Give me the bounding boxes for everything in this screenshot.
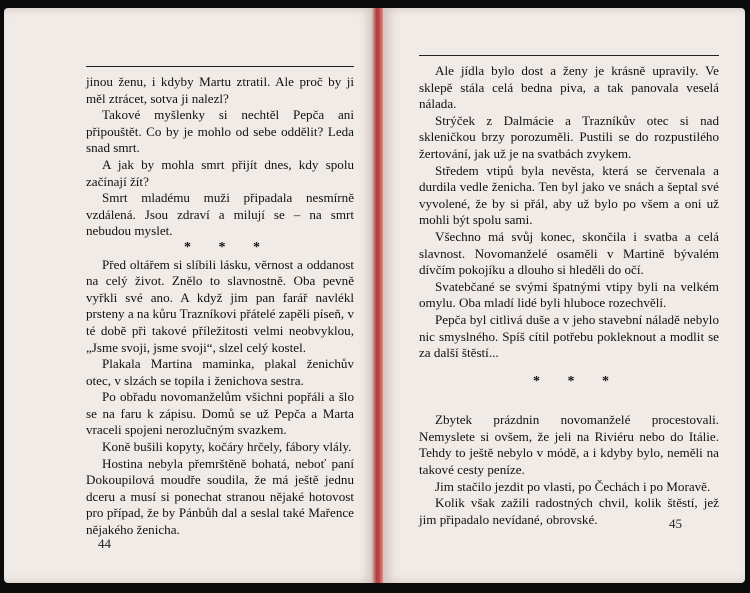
paragraph: Strýček z Dalmácie a Trazníkův otec si nad skleničkou brzy porozuměli. Pustili se do rozpustilého žertování, jak už je na svatbách zvykem. — [419, 112, 719, 161]
page-number: 45 — [669, 516, 682, 531]
paragraph: Po obřadu novomanželům všichni popřáli a šlo se na faru k zápisu. Domů se už Pepča a Marta vraceli spojeni nerozlučným svazkem. — [86, 389, 354, 438]
section-break: * * * — [533, 373, 621, 389]
paragraph: Ale jídla bylo dost a ženy je krásně upravily. Ve sklepě stála celá bedna piva, a tak panovala veselá nálada. — [419, 63, 719, 112]
paragraph: Kolik však zažili radostných chvil, kolik štěstí, jež jim připadalo nevídané, obrovské. — [419, 495, 719, 527]
header-rule — [419, 55, 719, 56]
paragraph: Svatebčané se svými špatnými vtipy byli na velkém omylu. Oba mladí lidé byli hluboce rozechvělí. — [419, 278, 719, 311]
paragraph: Před oltářem si slíbili lásku, věrnost a oddanost na celý život. Znělo to slavnostně. Oba pevně vyřkli své ano. A když jim pan farář navlékl prsteny a na kůru Trazníkovi přátelé zapěli píseň, v té době při takové příležitosti velmi neobvyklou, „Jsme svoji, jsme svoji“, slzel celý kostel. — [86, 256, 354, 355]
paragraph: Středem vtipů byla nevěsta, která se červenala a durdila vedle ženicha. Ten byl jako ve snách a šeptal své vyvolené, že by si přál, aby už bylo po všem a oni už mohli být spolu sami. — [419, 162, 719, 228]
paragraph: Jim stačilo jezdit po vlasti, po Čechách i po Moravě. — [435, 478, 711, 494]
paragraph: Takové myšlenky si nechtěl Pepča ani připouštět. Co by je mohlo od sebe oddělit? Leda snad smrt. — [86, 107, 354, 156]
paragraph: Všechno má svůj konec, skončila i svatba a celá slavnost. Novomanželé osaměli v Martině bývalém dívčím pokojíku a dlouho si hleděli do očí. — [419, 228, 719, 278]
right-page — [383, 8, 745, 583]
page-number: 44 — [98, 536, 111, 551]
section-break: * * * — [184, 239, 272, 255]
paragraph: Koně bušili kopyty, kočáry hrčely, fábory vlály. — [102, 439, 352, 455]
header-rule — [86, 66, 354, 67]
paragraph: Smrt mladému muži připadala nesmírně vzdálená. Jsou zdraví a milují se – na smrt nebudou myslet. — [86, 190, 354, 239]
right-page-text — [419, 63, 719, 528]
paragraph: Hostina nebyla přemrštěně bohatá, neboť paní Dokoupilová moudře soudila, že má ještě jednu dceru a musí si ponechat stranou nějaké hotovost pro případ, že by Pánbůh dal a seslal také Mařence nějakého ženicha. — [86, 455, 354, 538]
left-page-text — [86, 74, 354, 539]
left-page — [4, 8, 374, 583]
paragraph: Zbytek prázdnin novomanželé procestovali. Nemyslete si ovšem, že jeli na Riviéru nebo do Itálie. Tehdy to ještě nebylo v módě, a i kdyby bylo, neměli na takové cesty peníze. — [419, 412, 719, 478]
paragraph: Plakala Martina maminka, plakal ženichův otec, v slzách se topila i ženichova sestra. — [86, 356, 354, 388]
paragraph: A jak by mohla smrt přijít dnes, kdy spolu začínají žít? — [86, 156, 354, 189]
paragraph: Pepča byl citlivá duše a v jeho stavební náladě nebylo nic smyslného. Spíš cítil potřebu pokleknout a modlit se za další štěstí... — [419, 311, 719, 361]
paragraph: jinou ženu, i kdyby Martu ztratil. Ale proč by ji měl ztrácet, sotva ji nalezl? — [86, 74, 354, 106]
